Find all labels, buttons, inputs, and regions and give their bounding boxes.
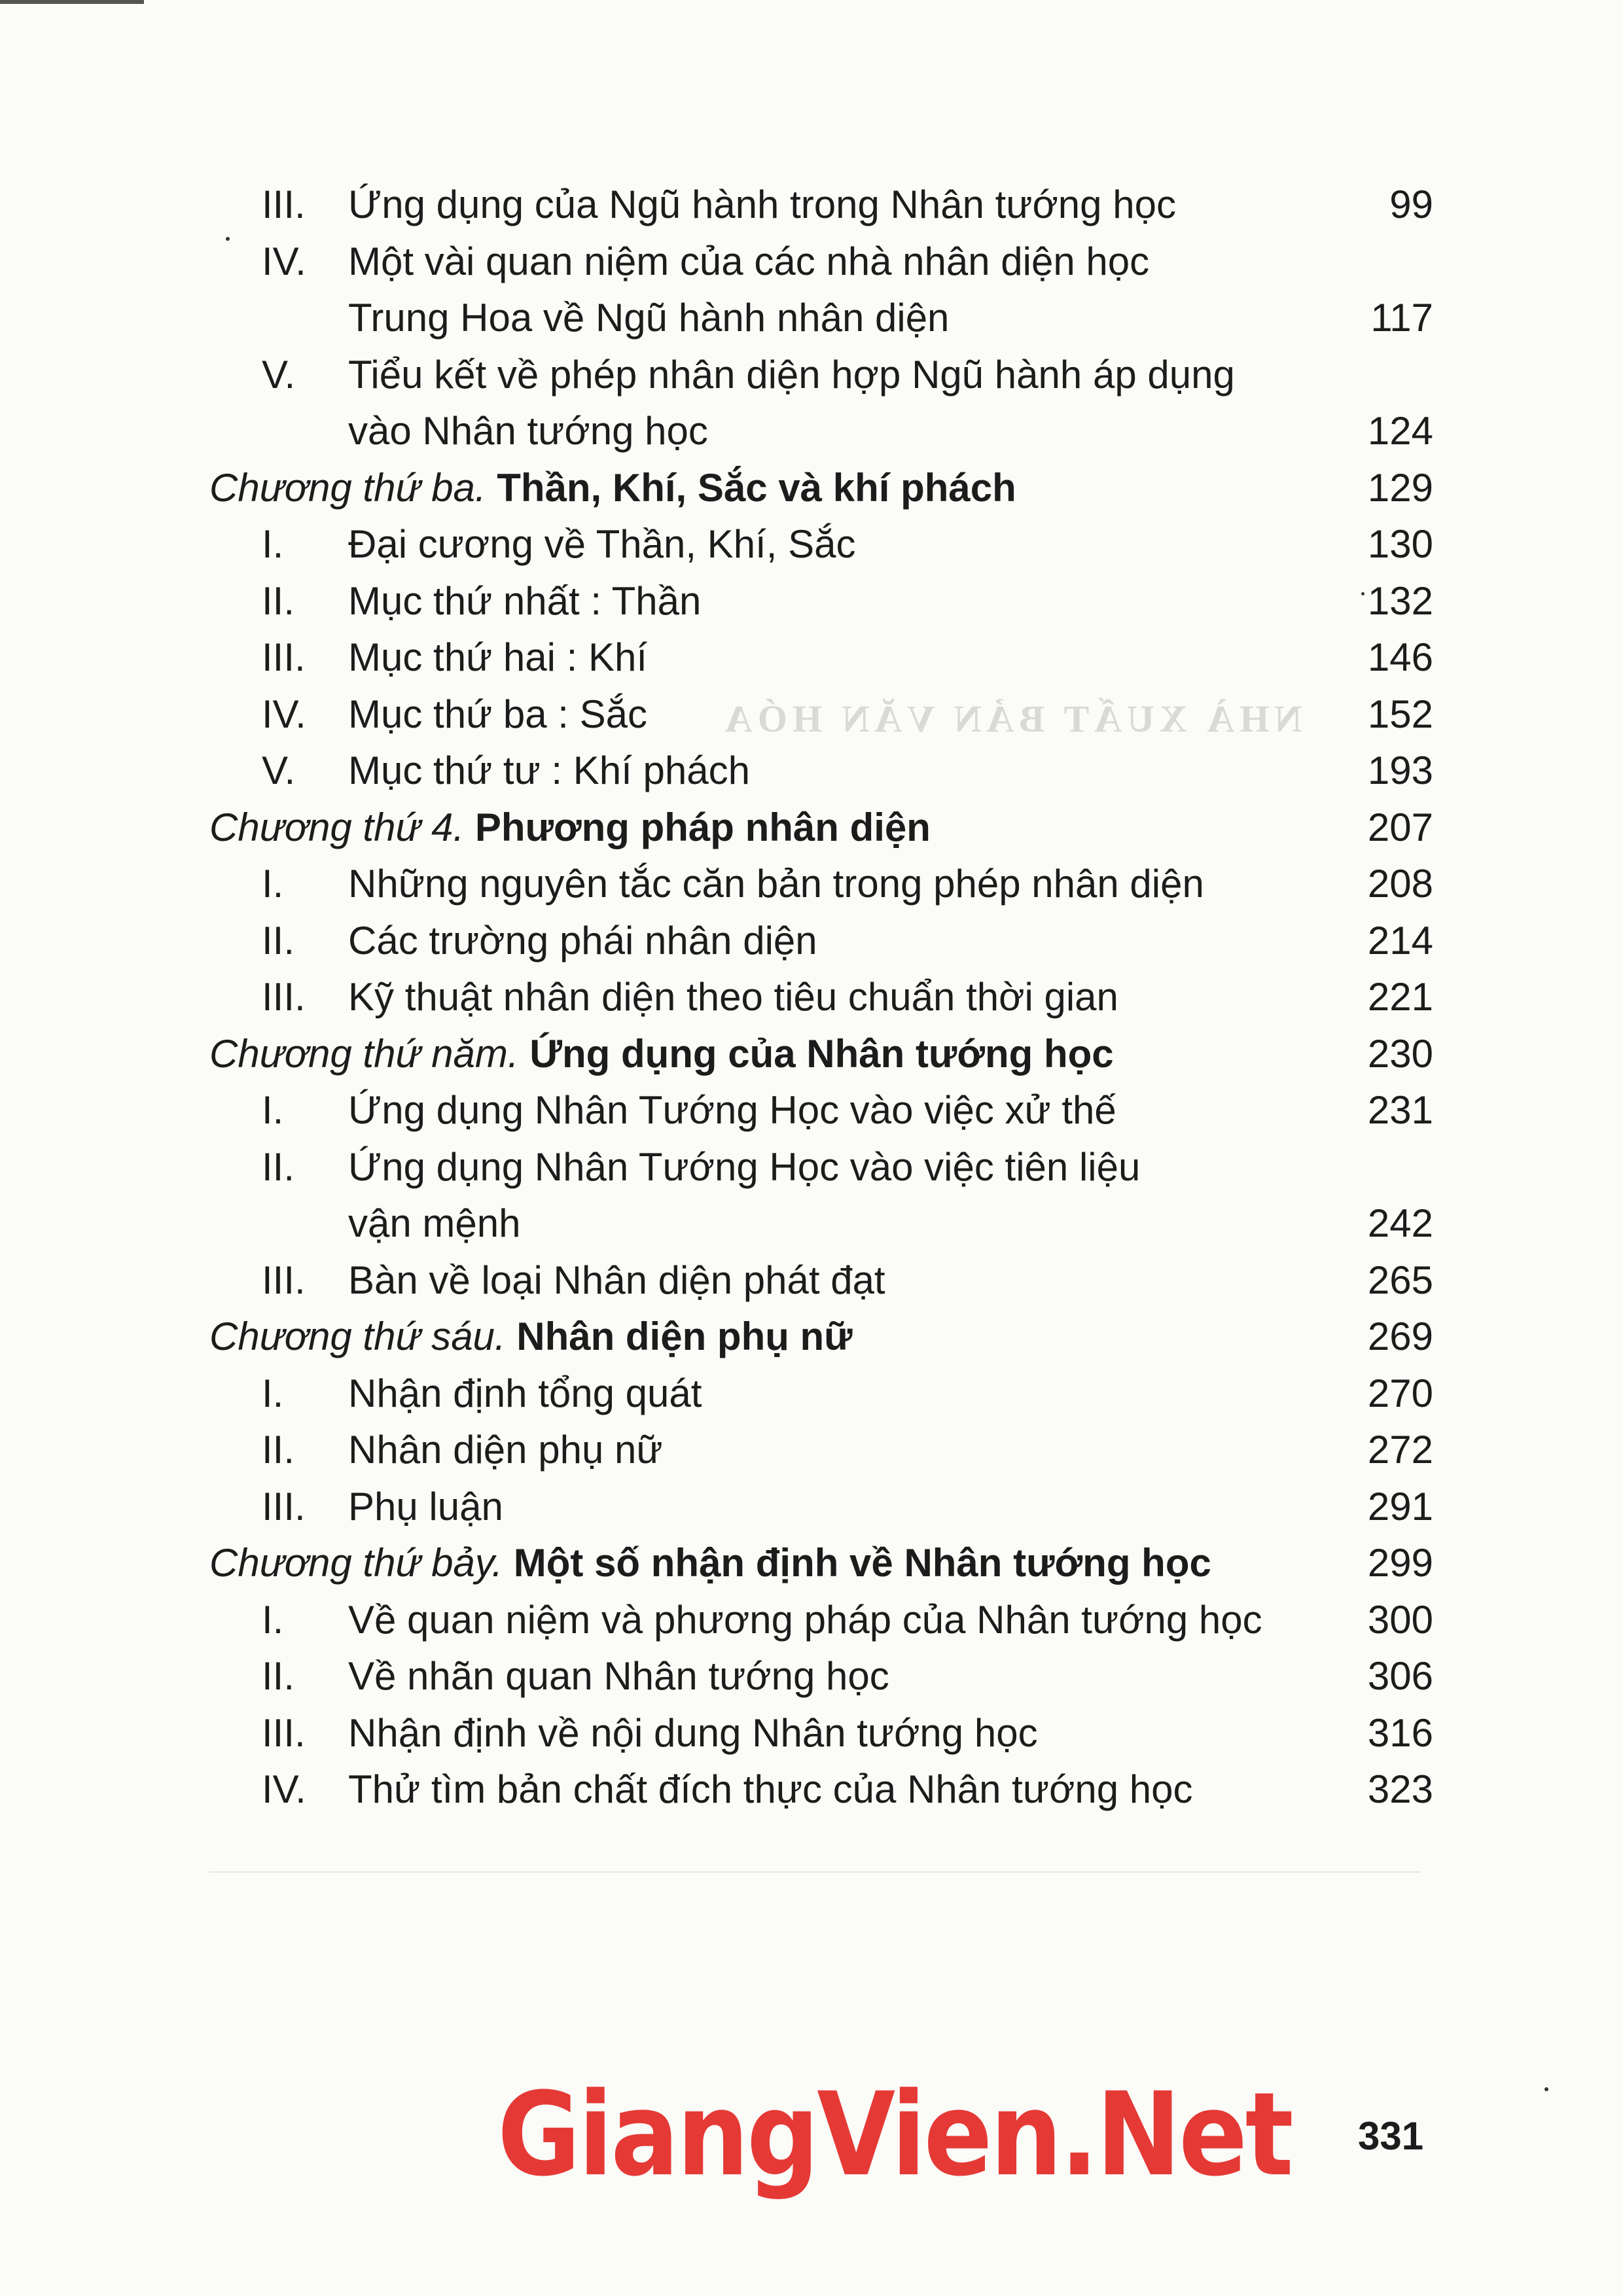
scan-speck [1544, 2087, 1548, 2091]
toc-page-number: 207 [1367, 805, 1433, 849]
toc-section-title: Mục thứ nhất : Thần [348, 578, 702, 623]
toc-section-title: Về quan niệm và phương pháp của Nhân tướng học [348, 1597, 1262, 1642]
toc-section-number: III. [262, 1484, 306, 1528]
toc-section-row [203, 1082, 1433, 1139]
toc-section-number: I. [262, 1371, 284, 1415]
toc-page-number: 208 [1367, 862, 1433, 906]
toc-chapter-title: Một số nhận định về Nhân tướng học [513, 1541, 1211, 1585]
toc-page-number: 272 [1367, 1428, 1433, 1472]
toc-chapter-heading [209, 1535, 1211, 1592]
toc-section-title: Nhận định về nội dung Nhân tướng học [348, 1710, 1038, 1755]
toc-page-number: 270 [1367, 1371, 1433, 1415]
toc-section-title: Ứng dụng Nhân Tướng Học vào việc xử thế [348, 1088, 1116, 1132]
toc-chapter-title: Ứng dụng của Nhân tướng học [529, 1031, 1114, 1076]
toc-chapter-heading [209, 1309, 853, 1366]
toc-chapter-label: Chương thứ bảy. [209, 1541, 503, 1585]
toc-section-row [203, 573, 1433, 630]
toc-section-title: Nhân diện phụ nữ [348, 1428, 663, 1472]
toc-section-row [203, 1761, 1433, 1818]
toc-section-row [203, 1366, 1433, 1422]
toc-section-number: I. [262, 522, 284, 566]
toc-chapter-row [203, 460, 1433, 517]
toc-page-number: 242 [1367, 1201, 1433, 1245]
toc-section-row [203, 234, 1433, 347]
toc-section-number: III. [262, 1710, 306, 1755]
toc-section-row [203, 1422, 1433, 1479]
toc-section-number: II. [262, 1144, 295, 1189]
toc-chapter-heading [209, 460, 1016, 517]
toc-section-title: Kỹ thuật nhân diện theo tiêu chuẩn thời gian [348, 975, 1118, 1019]
toc-page-number: 269 [1367, 1315, 1433, 1358]
page-edge [0, 0, 144, 4]
toc-chapter-label: Chương thứ ba. [209, 465, 486, 510]
table-of-contents [203, 177, 1433, 1818]
toc-chapter-heading [209, 1026, 1114, 1083]
toc-section-row [203, 177, 1433, 234]
toc-section-title: Tiểu kết về phép nhân diện hợp Ngũ hành áp dụng vào Nhân tướng học [348, 352, 1235, 453]
toc-page-number: 132 [1367, 578, 1433, 623]
toc-chapter-label: Chương thứ sáu. [209, 1315, 506, 1358]
toc-chapter-row [203, 1535, 1433, 1592]
toc-page-number: 146 [1367, 635, 1433, 679]
toc-section-title: Các trường phái nhân diện [348, 918, 817, 963]
toc-section-title: Những nguyên tắc căn bản trong phép nhân diện [348, 862, 1204, 906]
bleed-through-heading: NHÀ XUẤT BẢN VĂN HÓA [720, 698, 1302, 740]
divider [209, 1871, 1420, 1873]
toc-section-number: V. [262, 749, 296, 792]
toc-page-number: 306 [1367, 1654, 1433, 1698]
toc-page-number: 300 [1367, 1597, 1433, 1642]
toc-page-number: 124 [1367, 409, 1433, 453]
toc-section-number: III. [262, 183, 306, 226]
toc-section-row [203, 1252, 1433, 1309]
toc-section-title: Thử tìm bản chất đích thực của Nhân tướng học [348, 1767, 1193, 1811]
toc-page-number: 316 [1367, 1710, 1433, 1755]
toc-section-number: III. [262, 975, 306, 1019]
toc-page-number: 129 [1367, 465, 1433, 510]
toc-section-number: IV. [262, 239, 306, 283]
toc-chapter-row [203, 1026, 1433, 1083]
toc-section-row [203, 347, 1433, 460]
toc-section-title: Về nhãn quan Nhân tướng học [348, 1654, 889, 1698]
scan-speck [226, 237, 230, 241]
toc-chapter-title: Phương pháp nhân diện [474, 805, 931, 849]
toc-section-title: Phụ luận [348, 1484, 503, 1528]
toc-section-number: II. [262, 578, 295, 623]
toc-section-title: Đại cương về Thần, Khí, Sắc [348, 522, 856, 566]
toc-page-number: 193 [1367, 749, 1433, 792]
toc-section-title: Mục thứ ba : Sắc [348, 692, 648, 736]
toc-section-title: Bàn về loại Nhân diện phát đạt [348, 1258, 885, 1302]
toc-section-row [203, 686, 1433, 743]
toc-section-row [203, 856, 1433, 913]
toc-page-number: 291 [1367, 1484, 1433, 1528]
toc-section-number: II. [262, 1428, 295, 1472]
toc-chapter-title: Thần, Khí, Sắc và khí phách [497, 465, 1016, 510]
toc-section-row [203, 629, 1433, 686]
toc-page-number: 265 [1367, 1258, 1433, 1302]
toc-section-number: IV. [262, 692, 306, 736]
toc-page-number: 99 [1389, 183, 1433, 226]
toc-page-number: 152 [1367, 692, 1433, 736]
page-number: 331 [1358, 2114, 1424, 2158]
toc-section-title: Ứng dụng Nhân Tướng Học vào việc tiên liệu vận mệnh [348, 1144, 1141, 1245]
toc-section-number: III. [262, 1258, 306, 1302]
toc-section-row [203, 1705, 1433, 1762]
toc-section-row [203, 1592, 1433, 1649]
toc-chapter-row [203, 1309, 1433, 1366]
toc-section-row [203, 516, 1433, 573]
toc-page-number: 117 [1370, 296, 1433, 340]
toc-section-row [203, 743, 1433, 800]
toc-section-row [203, 1479, 1433, 1536]
toc-section-number: I. [262, 1597, 284, 1642]
toc-page-number: 230 [1367, 1031, 1433, 1076]
toc-page-number: 323 [1367, 1767, 1433, 1811]
toc-section-number: II. [262, 918, 295, 963]
toc-section-number: II. [262, 1654, 295, 1698]
toc-page-number: 214 [1367, 918, 1433, 963]
toc-section-number: III. [262, 635, 306, 679]
toc-chapter-row [203, 800, 1433, 857]
toc-section-number: V. [262, 352, 296, 397]
toc-section-number: IV. [262, 1767, 306, 1811]
toc-section-row [203, 969, 1433, 1026]
scan-speck [1361, 592, 1364, 595]
toc-chapter-label: Chương thứ 4. [209, 805, 465, 849]
watermark-logo: GiangVien.Net [497, 2068, 1292, 2202]
toc-section-title: Nhận định tổng quát [348, 1371, 702, 1415]
toc-section-title: Mục thứ hai : Khí [348, 635, 648, 679]
toc-section-row [203, 1648, 1433, 1705]
toc-section-row [203, 913, 1433, 970]
toc-page-number: 299 [1367, 1541, 1433, 1585]
toc-section-title: Ứng dụng của Ngũ hành trong Nhân tướng học [348, 183, 1176, 226]
toc-page-number: 231 [1367, 1088, 1433, 1132]
toc-page-number: 130 [1367, 522, 1433, 566]
toc-chapter-heading [209, 800, 931, 857]
toc-section-title: Mục thứ tư : Khí phách [348, 749, 750, 792]
toc-chapter-title: Nhân diện phụ nữ [516, 1315, 853, 1358]
toc-section-number: I. [262, 862, 284, 906]
toc-page-number: 221 [1367, 975, 1433, 1019]
toc-section-number: I. [262, 1088, 284, 1132]
toc-section-title: Một vài quan niệm của các nhà nhân diện học Trung Hoa về Ngũ hành nhân diện [348, 239, 1150, 340]
toc-chapter-label: Chương thứ năm. [209, 1031, 519, 1076]
toc-section-row [203, 1139, 1433, 1252]
